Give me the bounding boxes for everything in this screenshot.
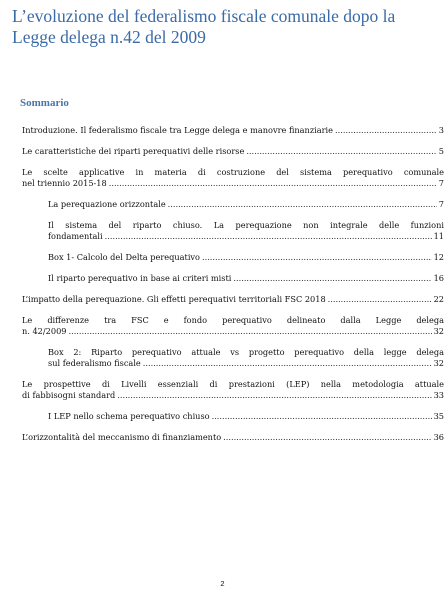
toc-entry-text: L’orizzontalità del meccanismo di finanziamento [22,432,222,442]
toc-entry-orizzontalita[interactable] [22,432,444,443]
toc-entry-box-2[interactable] [22,347,444,369]
toc-leader [109,178,437,189]
toc-leader [233,273,431,284]
toc-entry-text: La perequazione orizzontale [48,199,166,209]
toc-entry-box-1[interactable] [22,252,444,263]
toc-entry-text-line1: Box 2: Riparto perequativo attuale vs progetto perequativo della legge delega [48,347,444,357]
toc-entry-text-line1: Il sistema del riparto chiuso. La perequazione non integrale delle funzioni [48,220,444,230]
document-title: L’evoluzione del federalismo fiscale comunale dopo la Legge delega n.42 del 2009 [12,6,396,47]
toc-leader [335,125,437,136]
toc-entry-text: Box 1- Calcolo del Delta perequativo [48,252,200,262]
toc-entry-differenze-fsc[interactable] [22,315,444,337]
toc-page-number: 7 [438,199,444,209]
toc-leader [117,390,431,401]
toc-page-number: 35 [433,411,444,421]
toc-entry-text-line1: Le prospettive di Livelli essenziali di prestazioni (LEP) nella metodologia attuale [22,379,444,389]
toc-entry-text: Il riparto perequativo in base ai criteri misti [48,273,232,283]
toc-entry-perequazione-orizzontale[interactable] [22,199,444,210]
toc-entry-prospettive-lep[interactable] [22,379,444,401]
toc-leader [168,199,437,210]
toc-entry-text: n. 42/2009 [22,326,67,336]
toc-entry-introduzione[interactable] [22,125,444,136]
toc-entry-lep-schema-chiuso[interactable] [22,411,444,422]
toc-page-number: 3 [438,125,444,135]
toc-page-number: 5 [438,146,444,156]
toc-entry-riparto-chiuso[interactable] [22,220,444,242]
toc-entry-text-line1: Le differenze tra FSC e fondo perequativo delineato dalla Legge delega [22,315,444,325]
toc-page-number: 36 [433,432,444,442]
toc-leader [143,358,432,369]
toc-entry-text: L’impatto della perequazione. Gli effetti perequativi territoriali FSC 2018 [22,294,326,304]
toc-entry-text-line1: Le scelte applicative in materia di costruzione del sistema perequativo comunale [22,167,444,177]
toc-page-number: 32 [433,358,444,368]
toc-page-number: 7 [438,178,444,188]
toc-leader [328,294,432,305]
toc-entry-criteri-misti[interactable] [22,273,444,284]
toc-leader [202,252,432,263]
page-number: 2 [220,579,225,588]
toc-page-number: 11 [433,231,444,241]
toc-leader [246,146,436,157]
toc-entry-text: fondamentali [48,231,103,241]
toc-entry-text: sul federalismo fiscale [48,358,141,368]
toc-entry-caratteristiche[interactable] [22,146,444,157]
toc-leader [212,411,432,422]
toc-entry-scelte-applicative[interactable] [22,167,444,189]
toc-heading: Sommario [20,97,69,109]
toc-entry-text: Le caratteristiche dei riparti perequativi delle risorse [22,146,245,156]
toc-page-number: 12 [433,252,444,262]
toc-entry-text: I LEP nello schema perequativo chiuso [48,411,210,421]
toc-entry-text: nel triennio 2015-18 [22,178,107,188]
toc-entry-text: Introduzione. Il federalismo fiscale tra Legge delega e manovre finanziarie [22,125,334,135]
toc-page-number: 22 [433,294,444,304]
toc-page-number: 32 [433,326,444,336]
toc-leader [223,432,431,443]
toc-page-number: 16 [433,273,444,283]
toc-leader [69,326,432,337]
toc-entry-text: di fabbisogni standard [22,390,116,400]
toc-page-number: 33 [433,390,444,400]
toc-leader [105,231,432,242]
toc-entry-impatto-perequazione[interactable] [22,294,444,305]
